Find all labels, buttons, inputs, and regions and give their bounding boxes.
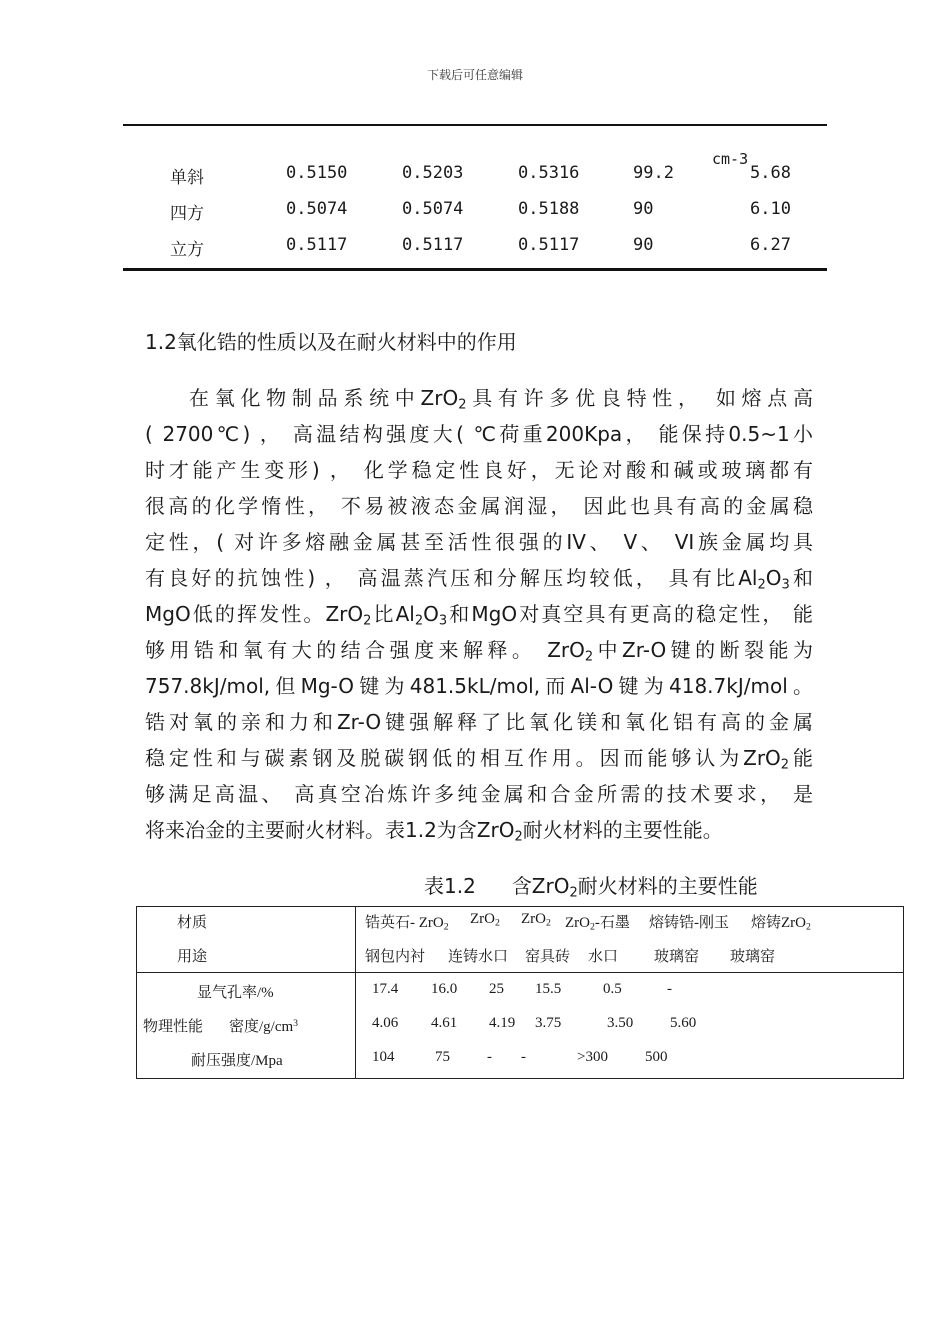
properties-table (136, 906, 904, 1079)
text-run: 有良好的抗蚀性) ， 高温蒸汽压和分解压均较低， 具有比Al (145, 566, 758, 590)
text-run: 熔铸ZrO (751, 915, 806, 931)
subscript: 3 (781, 577, 790, 593)
line-text (145, 416, 813, 452)
text-run: 和 (789, 566, 813, 590)
text-run: 锆英石- ZrO (365, 915, 444, 931)
table-cell: 6.27 (750, 235, 791, 255)
text-run: 在氧化物制品系统中ZrO (189, 386, 459, 410)
use-header: 水口 (588, 949, 619, 965)
subscript: 3 (438, 613, 448, 629)
body-paragraph (145, 380, 813, 848)
table-cell: 104 (372, 1049, 395, 1065)
text-run: 时才能产生变形) ， 化学稳定性良好，无论对酸和碱或玻璃都有 (145, 458, 813, 482)
line-text (145, 704, 813, 740)
text-run: 密度/g/cm (229, 1019, 294, 1035)
table-cell: - (487, 1049, 492, 1065)
material-header (521, 911, 551, 928)
line-text (145, 740, 813, 776)
table-cell: 25 (489, 981, 504, 997)
paragraph-line (145, 776, 813, 812)
table-cell: 0.5074 (286, 199, 348, 219)
table-vertical-divider (355, 907, 356, 1078)
table-cell: 4.19 (489, 1015, 516, 1031)
text-run: 熔铸锆-刚玉 (649, 915, 729, 931)
row-header: 立方 (170, 240, 204, 260)
text-run: 将来冶金的主要耐火材料。表1.2为含ZrO (145, 818, 515, 842)
text-run: O (765, 566, 782, 590)
text-run: ( 2700℃) ， 高温结构强度大( ℃荷重200Kpa， 能保持0.5~1小 (145, 422, 813, 446)
use-header: 玻璃窑 (730, 949, 776, 965)
table-cell: 3.75 (535, 1015, 562, 1031)
text-run: ZrO (521, 911, 546, 927)
line-text (145, 524, 813, 560)
row-header: 四方 (170, 204, 204, 224)
subscript: 2 (458, 397, 467, 413)
table-cell: 0.5117 (518, 235, 580, 255)
paragraph-line (145, 668, 813, 704)
text-run: -石墨 (594, 915, 630, 931)
subscript: 2 (590, 921, 595, 933)
subscript: 2 (757, 577, 766, 593)
subscript: 2 (495, 917, 500, 929)
table-cell: - (521, 1049, 526, 1065)
table-caption (424, 870, 758, 899)
subscript: 2 (514, 829, 523, 845)
text-run: 比Al (371, 602, 415, 626)
table-cell: 90 (633, 199, 654, 219)
table-cell: 17.4 (372, 981, 399, 997)
subscript: 2 (584, 649, 594, 665)
paragraph-line (145, 632, 813, 668)
table-cell: 75 (435, 1049, 450, 1065)
text-run: 很高的化学惰性， 不易被液态金属润湿， 因此也具有高的金属稳 (145, 494, 813, 518)
line-text (145, 632, 813, 668)
text-run: ZrO (470, 911, 495, 927)
text-run: 定性，( 对许多熔融金属甚至活性很强的IV、 V、 VI族金属均具 (145, 530, 813, 554)
table-cell: 0.5203 (402, 163, 464, 183)
table-cell: 0.5316 (518, 163, 580, 183)
material-header (365, 911, 449, 932)
table-cell: - (667, 981, 672, 997)
property-label (197, 981, 274, 1002)
text-run: 显气孔率/% (197, 985, 274, 1001)
table-cell: 16.0 (431, 981, 458, 997)
line-text (145, 776, 813, 812)
use-header: 钢包内衬 (365, 949, 426, 965)
table-cell: 90 (633, 235, 654, 255)
paragraph-line (145, 488, 813, 524)
paragraph-line (145, 740, 813, 776)
text-run: 够满足高温、 高真空冶炼许多纯金属和合金所需的技术要求， 是 (145, 782, 813, 806)
table-top-rule (123, 124, 827, 126)
text-run: 和MgO对真空具有更高的稳定性， 能 (447, 602, 813, 626)
caption-main: 含ZrO (511, 874, 570, 898)
text-run: 中Zr-O键的断裂能为 (593, 638, 813, 662)
table-bottom-rule (123, 268, 827, 271)
subscript: 2 (546, 917, 551, 929)
text-run: 锆对氧的亲和力和Zr-O键强解释了比氧化镁和氧化铝有高的金属 (145, 710, 813, 734)
text-run: 够用锆和氧有大的结合强度来解释。 ZrO (145, 638, 585, 662)
text-run: 757.8kJ/mol,但Mg-O键为481.5kL/mol,而Al-O键为418.7kJ/mol。 (145, 674, 813, 698)
group-label: 物理性能 (143, 1019, 204, 1035)
table-cell: 0.5074 (402, 199, 464, 219)
text-run: O (423, 602, 439, 626)
subscript: 2 (363, 613, 372, 629)
paragraph-line (145, 812, 813, 848)
caption-suffix: 耐火材料的主要性能 (577, 874, 758, 898)
text-run: MgO低的挥发性。ZrO (145, 602, 364, 626)
subscript: 2 (806, 921, 811, 933)
text-run: 耐压强度/Mpa (191, 1053, 283, 1069)
material-header (565, 911, 630, 932)
paragraph-line (145, 524, 813, 560)
text-run: 耐火材料的主要性能。 (522, 818, 723, 842)
table-cell: 5.68 (750, 163, 791, 183)
caption-sub: 2 (569, 885, 578, 901)
table-cell: 0.5 (603, 981, 622, 997)
property-label (229, 1015, 298, 1036)
row-label-use: 用途 (177, 949, 208, 965)
page-header: 下载后可任意编辑 (426, 68, 523, 82)
line-text (145, 488, 813, 524)
material-header (751, 911, 811, 932)
material-header (649, 911, 729, 932)
unit-note: cm-3 (712, 150, 749, 168)
table-cell: 6.10 (750, 199, 791, 219)
property-label (191, 1049, 283, 1070)
text-run: 稳定性和与碳素钢及脱碳钢低的相互作用。因而能够认为ZrO (145, 746, 781, 770)
text-run: 能 (789, 746, 814, 770)
material-header (470, 911, 500, 928)
paragraph-line (145, 560, 813, 596)
row-header: 单斜 (170, 168, 204, 188)
table-cell: 4.06 (372, 1015, 399, 1031)
superscript: 3 (293, 1018, 299, 1030)
caption-number: 表1.2 (424, 874, 476, 898)
paragraph-line (145, 380, 813, 416)
use-header: 连铸水口 (448, 949, 509, 965)
text-run: 具有许多优良特性， 如熔点高 (466, 386, 813, 410)
table-cell: 5.60 (670, 1015, 697, 1031)
line-text (145, 560, 813, 596)
line-text (145, 668, 813, 704)
table-cell: >300 (577, 1049, 608, 1065)
table-cell: 99.2 (633, 163, 674, 183)
paragraph-line (145, 452, 813, 488)
paragraph-line (145, 416, 813, 452)
subscript: 2 (780, 757, 790, 773)
subscript: 2 (414, 613, 424, 629)
section-title: 1.2氧化锆的性质以及在耐火材料中的作用 (145, 330, 517, 354)
use-header: 窑具砖 (525, 949, 571, 965)
subscript: 2 (443, 921, 449, 933)
line-text (145, 596, 813, 632)
text-run: ZrO (565, 915, 590, 931)
table-cell: 0.5188 (518, 199, 580, 219)
table-cell: 0.5117 (402, 235, 464, 255)
line-text (145, 452, 813, 488)
use-header: 玻璃窑 (654, 949, 700, 965)
table-horizontal-divider (137, 972, 903, 973)
table-cell: 500 (645, 1049, 668, 1065)
row-label-material: 材质 (177, 915, 208, 931)
paragraph-line (145, 704, 813, 740)
table-cell: 4.61 (431, 1015, 458, 1031)
table-cell: 15.5 (535, 981, 562, 997)
table-cell: 3.50 (607, 1015, 634, 1031)
table-cell: 0.5117 (286, 235, 348, 255)
table-cell: 0.5150 (286, 163, 348, 183)
paragraph-line (145, 596, 813, 632)
line-text (189, 380, 813, 416)
